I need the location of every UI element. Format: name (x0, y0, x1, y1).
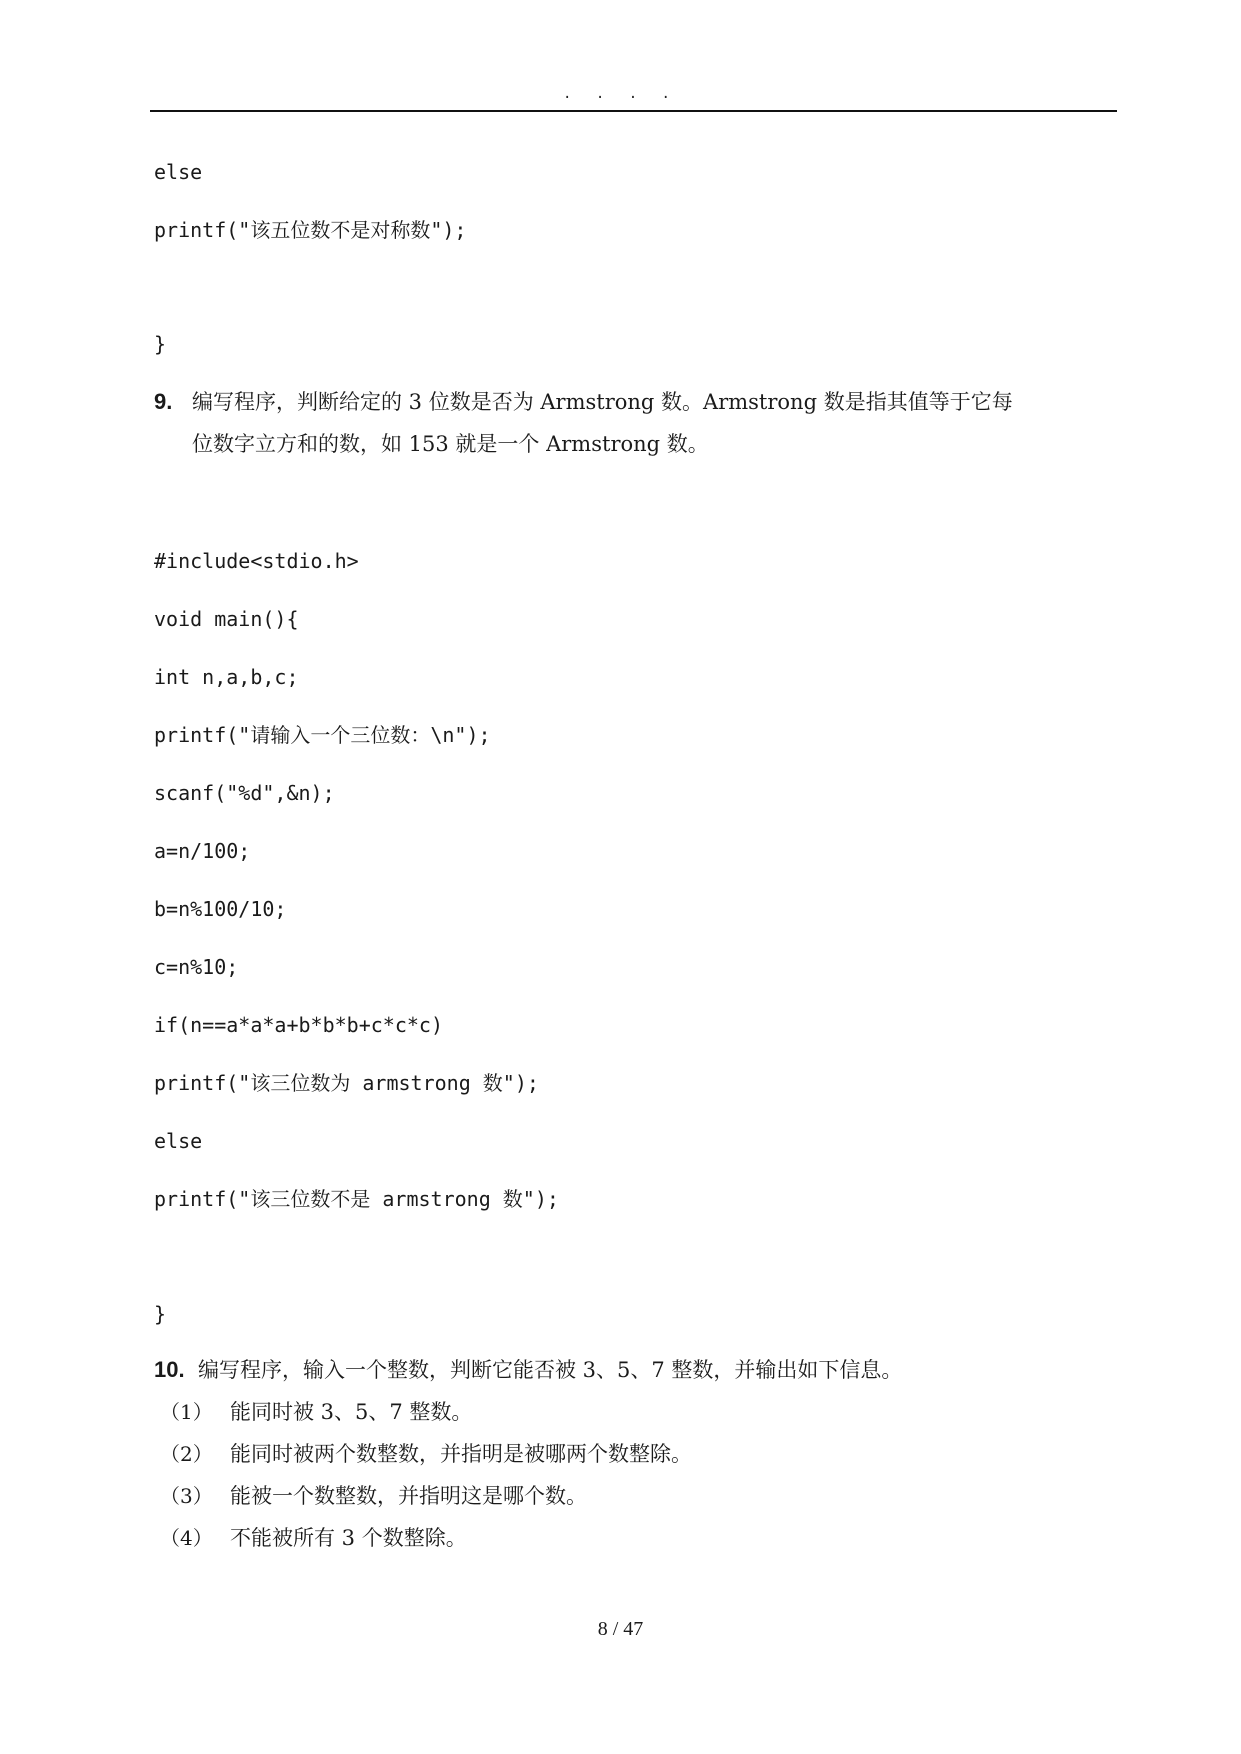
q9-code-line: int n,a,b,c; (154, 665, 299, 689)
q9-code-line: if(n==a*a*a+b*b*b+c*c*c) (154, 1013, 443, 1037)
page-number: 8 / 47 (597, 1618, 644, 1640)
question-10-number: 10. (154, 1357, 185, 1382)
q9-code-line: } (154, 1302, 167, 1326)
q9-code-line: a=n/100; (154, 839, 251, 863)
question-9-number: 9. (154, 389, 173, 414)
q9-code-line: else (154, 1129, 203, 1153)
q9-code-line: printf("请输入一个三位数：\n"); (154, 723, 491, 747)
q9-code-line: printf("该三位数不是 armstrong 数"); (154, 1187, 559, 1211)
page-header-dots: . . . . (562, 86, 678, 102)
list-item-text: 能同时被两个数整数，并指明是被哪两个数整除。 (230, 1442, 692, 1466)
q9-code-line: c=n%10; (154, 955, 239, 979)
list-item-text: 能被一个数整数，并指明这是哪个数。 (230, 1484, 587, 1508)
list-item-number: （4） (160, 1526, 213, 1550)
question-9-text-line1: 编写程序，判断给定的 3 位数是否为 Armstrong 数。Armstrong 数是指其值等于它每 (192, 390, 1013, 414)
code-line-printf: printf("该五位数不是对称数"); (154, 218, 467, 242)
list-item-text: 不能被所有 3 个数整除。 (230, 1526, 467, 1550)
code-line-else: else (154, 160, 203, 184)
list-item-number: （1） (160, 1400, 213, 1424)
q9-code-line: scanf("%d",&n); (154, 781, 335, 805)
q9-code-line: void main(){ (154, 607, 299, 631)
q9-code-line: #include<stdio.h> (154, 549, 359, 573)
question-10-text: 编写程序，输入一个整数，判断它能否被 3、5、7 整数，并输出如下信息。 (198, 1358, 903, 1382)
list-item-number: （2） (160, 1442, 213, 1466)
question-9-text-line2: 位数字立方和的数，如 153 就是一个 Armstrong 数。 (192, 432, 709, 456)
code-line-close-brace: } (154, 332, 167, 356)
q9-code-line: b=n%100/10; (154, 897, 287, 921)
list-item-text: 能同时被 3、5、7 整数。 (230, 1400, 473, 1424)
header-rule (150, 110, 1117, 112)
q9-code-line: printf("该三位数为 armstrong 数"); (154, 1071, 539, 1095)
list-item-number: （3） (160, 1484, 213, 1508)
